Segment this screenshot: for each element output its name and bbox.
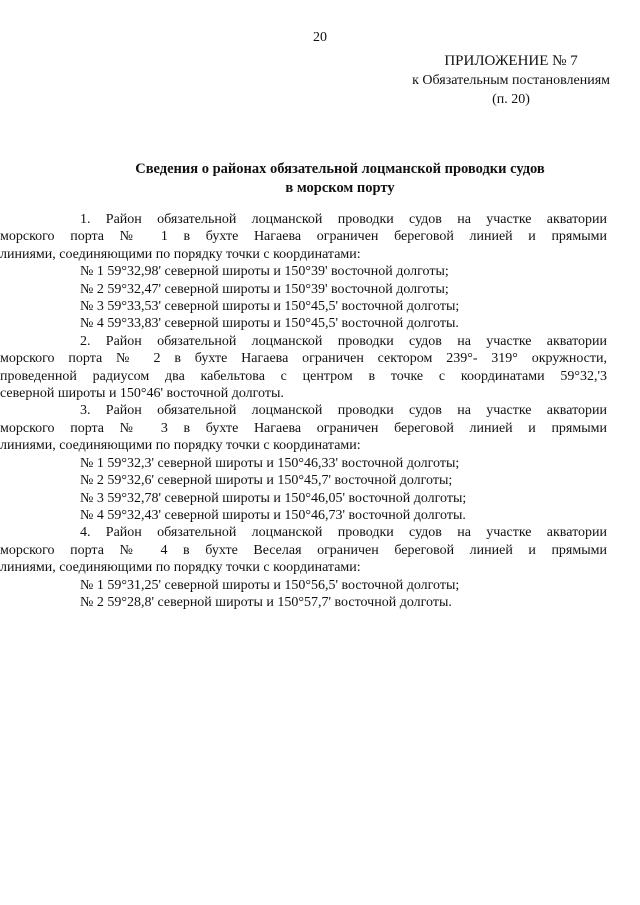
section-3-line: морского порта № 3 в бухте Нагаева ограничен береговой линией и прямыми — [0, 420, 607, 436]
coordinate-point: № 2 59°28,8' северной широты и 150°57,7' восточной долготы. — [80, 594, 452, 610]
document-heading — [80, 160, 600, 198]
coordinate-point: № 1 59°31,25' северной широты и 150°56,5' восточной долготы; — [80, 577, 460, 593]
coordinate-point: № 4 59°33,83' северной широты и 150°45,5' восточной долготы. — [80, 316, 459, 332]
coordinate-point: № 2 59°32,47' северной широты и 150°39' восточной долготы; — [80, 281, 449, 297]
coordinate-point: № 1 59°32,3' северной широты и 150°46,33' восточной долготы; — [80, 455, 460, 471]
section-2-line: морского порта № 2 в бухте Нагаева ограничен сектором 239°- 319° окружности, — [0, 351, 607, 367]
coordinate-point: № 3 59°33,53' северной широты и 150°45,5' восточной долготы; — [80, 299, 460, 315]
appendix-subtitle: к Обязательным постановлениям — [412, 73, 610, 88]
section-4-line: морского порта № 4 в бухте Веселая ограничен береговой линией и прямыми — [0, 542, 607, 558]
section-1-line: линиями, соединяющими по порядку точки с координатами: — [0, 246, 361, 262]
coordinate-point: № 2 59°32,6' северной широты и 150°45,7' восточной долготы; — [80, 473, 453, 489]
section-4-line: линиями, соединяющими по порядку точки с координатами: — [0, 560, 361, 576]
appendix-title: ПРИЛОЖЕНИЕ № 7 — [444, 53, 578, 69]
coordinate-point: № 3 59°32,78' северной широты и 150°46,05' восточной долготы; — [80, 490, 467, 506]
coordinate-point: № 1 59°32,98' северной широты и 150°39' восточной долготы; — [80, 264, 449, 280]
document-body — [0, 211, 607, 611]
section-1-line: 1. Район обязательной лоцманской проводки судов на участке акватории — [80, 212, 607, 227]
section-2-line: проведенной радиусом два кабельтова с центром в точке с координатами 59°32,'3 — [0, 368, 607, 384]
section-2-line: северной широты и 150°46' восточной долготы. — [0, 386, 284, 402]
section-3-line: линиями, соединяющими по порядку точки с координатами: — [0, 438, 361, 454]
appendix-ref: (п. 20) — [492, 92, 530, 107]
section-4-line: 4. Район обязательной лоцманской проводки судов на участке акватории — [80, 525, 607, 541]
section-3-line: 3. Район обязательной лоцманской проводки судов на участке акватории — [80, 403, 607, 419]
section-2 — [0, 333, 607, 403]
page-number: 20 — [313, 30, 327, 45]
heading-line-2: в морском порту — [285, 180, 395, 196]
section-3 — [0, 402, 607, 524]
section-1-line: морского порта № 1 в бухте Нагаева ограничен береговой линией и прямыми — [0, 229, 607, 245]
heading-line-1: Сведения о районах обязательной лоцманской проводки судов — [135, 161, 545, 177]
section-1 — [0, 211, 607, 333]
coordinate-point: № 4 59°32,43' северной широты и 150°46,73' восточной долготы. — [80, 507, 466, 523]
appendix-block — [412, 52, 610, 109]
section-4 — [0, 524, 607, 611]
section-2-line: 2. Район обязательной лоцманской проводки судов на участке акватории — [80, 333, 607, 349]
